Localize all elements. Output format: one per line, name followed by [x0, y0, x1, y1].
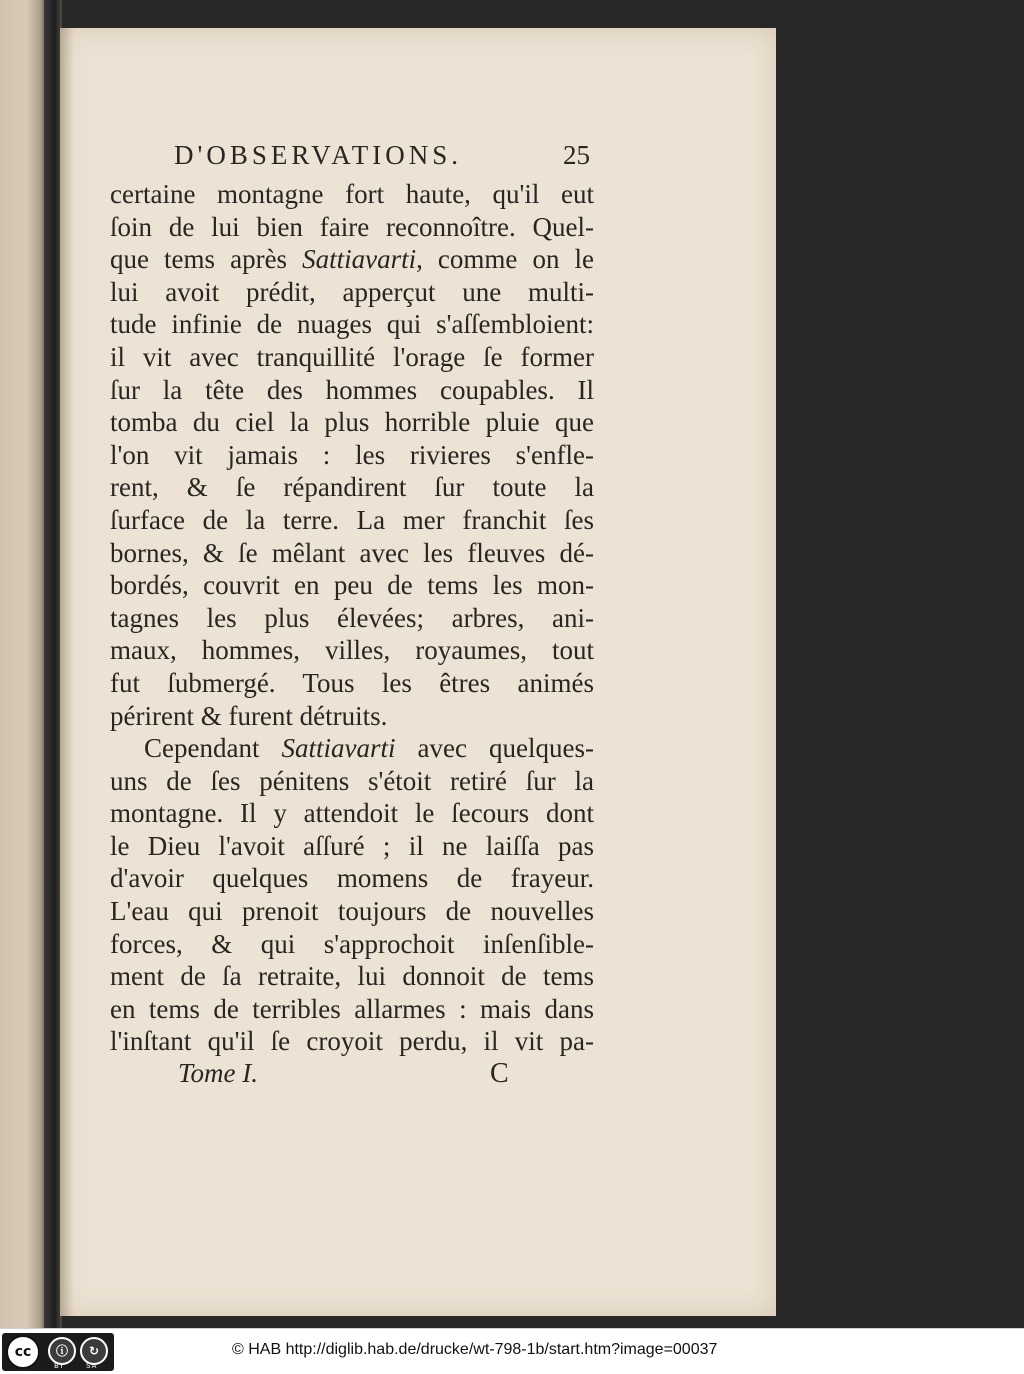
by-icon: ⓘ: [48, 1337, 76, 1365]
text-line: bornes, & ſe mêlant avec les fleuves dé-: [110, 537, 594, 568]
text-line: il vit avec tranquillité l'orage ſe former: [110, 341, 594, 372]
text-line: rent, & ſe répandirent ſur toute la: [110, 472, 594, 503]
text-line: bordés, couvrit en peu de tems les mon-: [110, 570, 594, 601]
text-line: tude infinie de nuages qui s'aſſembloient:: [110, 309, 594, 340]
facing-page-edge: [0, 0, 48, 1328]
text-line: que tems après Sattiavarti, comme on le: [110, 244, 594, 275]
cc-icon: cc: [6, 1335, 40, 1369]
text-line: L'eau qui prenoit toujours de nouvelles: [110, 896, 594, 927]
page-number: 25: [563, 140, 590, 170]
text-line: le Dieu l'avoit aſſuré ; il ne laiſſa pas: [110, 830, 594, 861]
text-line: ſoin de lui bien faire reconnoître. Quel-: [110, 211, 594, 242]
cc-license-badge[interactable]: [2, 1333, 114, 1371]
sa-label: SA: [86, 1362, 98, 1370]
text-line: uns de ſes pénitens s'étoit retiré ſur la: [110, 765, 594, 796]
page-footer: [110, 1058, 594, 1098]
text-line: l'on vit jamais : les rivieres s'enfle-: [110, 439, 594, 470]
credit-bar: [0, 1328, 1024, 1374]
credit-link[interactable]: © HAB http://diglib.hab.de/drucke/wt-798-1b/start.htm?image=00037: [232, 1341, 718, 1358]
text-line: forces, & qui s'approchoit inſenſible-: [110, 928, 594, 959]
italic-name: Sattiavarti: [281, 733, 396, 764]
signature-mark: C: [490, 1058, 509, 1089]
text-line: ſur la tête des hommes coupables. Il: [110, 374, 594, 405]
sa-icon: ↻: [80, 1337, 108, 1365]
text-line: tomba du ciel la plus horrible pluie que: [110, 407, 594, 438]
text-line: ment de ſa retraite, lui donnoit de tems: [110, 961, 594, 992]
text-line: en tems de terribles allarmes : mais dans: [110, 993, 594, 1024]
italic-name: Sattiavarti: [302, 244, 417, 275]
text-line: fut ſubmergé. Tous les êtres animés: [110, 667, 594, 698]
page-shadow: [60, 28, 74, 1316]
text-line: ſurface de la terre. La mer franchit ſes: [110, 504, 594, 535]
text-line: périrent & furent détruits.: [110, 700, 388, 731]
text-line: lui avoit prédit, apperçut une multi-: [110, 276, 594, 307]
text-line: Cependant Sattiavarti avec quelques-: [144, 733, 594, 764]
body-text: [110, 178, 594, 1058]
running-head-title: D'OBSERVATIONS.: [174, 140, 462, 170]
text-line: tagnes les plus élevées; arbres, ani-: [110, 602, 594, 633]
running-head: [110, 140, 590, 180]
text-line: montagne. Il y attendoit le ſecours dont: [110, 798, 594, 829]
text-line: certaine montagne fort haute, qu'il eut: [110, 179, 594, 209]
volume-label: Tome I.: [178, 1058, 259, 1088]
by-label: BY: [54, 1362, 65, 1370]
text-line: maux, hommes, villes, royaumes, tout: [110, 635, 594, 666]
text-line: d'avoir quelques momens de frayeur.: [110, 863, 594, 894]
text-line: l'inſtant qu'il ſe croyoit perdu, il vit pa-: [110, 1026, 594, 1057]
